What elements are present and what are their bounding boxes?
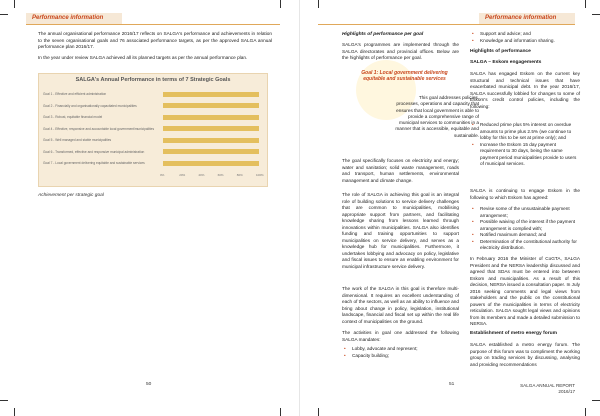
crop-mark xyxy=(592,14,600,15)
metro-forum-heading: Establishment of metro energy forum xyxy=(470,331,557,336)
page-number-left: 50 xyxy=(146,382,152,387)
chart-bar xyxy=(163,149,259,154)
metro-forum-paragraph: SALGA established a metro energy forum. The purpose of this forum was to compliment the working group on trading services by discussing, analysing and providing recommendations xyxy=(470,342,580,367)
chart-bar xyxy=(163,115,259,120)
footer-report-title: SALGA ANNUAL REPORT xyxy=(520,383,575,388)
mandate-item: • Lobby, advocate and represent; xyxy=(342,346,459,353)
intro-paragraph-2: In the year under review SALGA achieved all its planned targets as per the annual performance plan. xyxy=(38,55,248,60)
eskom-intro-paragraph: SALGA has engaged Eskom on the current key structural and technical issues that have exacerbated municipal debt. In the year 2016/17, SALGA successfully lobbied for changes to some of Eskom's credit control policies, including the following: xyxy=(470,71,580,109)
eskom-change-item: • Reduced prime plus 5% interest on overdue amounts to prime plus 2.5% (we continue to lobby for this to be set at prime only); and xyxy=(470,122,580,142)
mandate-item: • Capacity building; xyxy=(342,353,459,360)
highlights-performance-heading: Highlights of performance xyxy=(470,49,531,54)
eskom-agreed-list xyxy=(470,206,580,252)
chart-category-label: Goal 7 - Local government delivering equitable and sustainable services xyxy=(43,161,145,165)
chart-tick-label: 20% xyxy=(179,173,186,177)
chart-bar xyxy=(163,103,259,108)
mandates-intro: The activities in goal one addressed the following SALGA mandates: xyxy=(342,330,459,342)
eskom-engagements-heading: SALGA – Eskom engagements xyxy=(470,60,542,65)
crop-mark xyxy=(280,0,281,8)
crop-mark xyxy=(0,14,8,15)
eskom-change-item: • Increase the Eskom 15 day payment requirement to 30 days, being the same payment period municipalities provide to users of municipal services. xyxy=(470,142,580,168)
eskom-agreed-item: • Notified maximum demand; and xyxy=(470,232,580,239)
crop-mark xyxy=(318,408,319,416)
eskom-agreed-item: • Determination of the constitutional authority for electricity distribution. xyxy=(470,239,580,252)
header-rule-right xyxy=(318,24,575,25)
chart-title: SALGA's Annual Performance in terms of 7 Strategic Goals xyxy=(75,77,231,83)
goal-focus-paragraph: The goal specifically focuses on electricity and energy; water and sanitation; solid waste management, roads and transport, human settlements, environmental management and climate change. xyxy=(342,158,459,183)
chart-bar xyxy=(163,92,259,97)
chart-category-label: Goal 1 - Effective and efficient administration xyxy=(43,92,107,96)
highlights-heading: Highlights of performance per goal xyxy=(342,32,424,37)
crop-mark xyxy=(585,408,586,416)
chart-tick-label: 0% xyxy=(160,173,165,177)
crop-mark xyxy=(585,0,586,8)
page-number-right: 51 xyxy=(449,382,455,387)
intro-paragraph: The annual organisational performance 2016/17 reflects on SALGA's performance and achievements in relation to the seven organisational goals and 76 associated performance targets, as per the approved SALGA annual performance plan 2016/17. xyxy=(38,31,272,49)
chart-caption: Achievement per strategic goal xyxy=(38,193,104,198)
mandates-list-continued xyxy=(470,31,580,44)
footer-report-year: 2016/17 xyxy=(558,388,575,394)
eskom-continuing-paragraph: SALGA is continuing to engage Eskom in the following to which Eskom has agreed: xyxy=(470,188,580,200)
crop-mark xyxy=(14,0,15,8)
mandate-item: • Knowledge and information sharing. xyxy=(470,38,580,45)
mandate-item: • Support and advice; and xyxy=(470,31,580,38)
section-header-label: Performance information xyxy=(26,13,122,24)
page-spine xyxy=(299,0,300,416)
chart-tick-label: 80% xyxy=(236,173,243,177)
report-footer xyxy=(517,383,575,394)
goal-callout-text: This goal addresses policies, processes, operations and capacity that ensures that local government is able to provide a comprehensive range of municipal services to communities in a manner that is accessible, equitable and sustainable. xyxy=(395,95,479,138)
chart-category-label: Goal 3 - Robust, equitable financial model xyxy=(43,115,103,119)
chart-bar xyxy=(163,138,259,143)
chart-category-label: Goal 2 - Financially and organisationally capacitated municipalities xyxy=(43,103,137,108)
goal-callout-title: Goal 1: Local government delivering equitable and sustainable services xyxy=(361,70,448,82)
crop-mark xyxy=(592,400,600,401)
chart-tick-label: 100% xyxy=(256,173,264,177)
eskom-agreed-item: • Revise some of the unsustainable payment arrangement; xyxy=(470,206,580,219)
multidimensional-paragraph: The work of the SALGA in this goal is therefore multi-dimensional. It requires an excellent understanding of each of the sectors, as well as an ability to influence and bring about change in policy, legislation, institutional landscape, financial and fiscal set up within the real life context of municipalities on the ground. xyxy=(342,286,459,324)
crop-mark xyxy=(318,0,319,8)
crop-mark xyxy=(0,400,8,401)
chart-tick-label: 40% xyxy=(198,173,205,177)
nersa-paragraph: In February 2016 the Minister of CoGTA, SALGA President and the NERSA leadership discussed and agreed that SDAs must be entered into between Eskom and municipalities. As a result of this decision, NERSA issued a consultation paper. In July 2016 seeking comments and legal views from stakeholders and the public on the constitutional powers of the municipalities in terms of electricity reticulation. SALGA sought legal views and opinions from its members and made a detailed submission to NERSA. xyxy=(470,256,580,326)
eskom-changes-list xyxy=(470,122,580,168)
chart-category-label: Goal 4 - Effective, responsive and accountable local government/municipalities xyxy=(43,126,155,131)
chart-category-label: Goal 5 - Well managed and stable municipalities xyxy=(43,138,112,142)
salga-role-paragraph: The role of SALGA in achieving this goal is an integral role of building solutions to service delivery challenges that are common to municipalities, mobilising appropriate support from partners, and facilitating knowledge sharing from lessons learned through innovations within municipalities. SALGA also identifies funding and training opportunities to support municipalities on service delivery, and serves as a knowledge hub for municipalities. Furthermore, it undertakes lobbying and advocacy on policy, legislative and fiscal issues to ensure an enabling environment for municipal infrastructure service delivery. xyxy=(342,192,459,269)
highlights-intro: SALGA's programmes are implemented through the SALGA directorates and provincial offices. Below are the highlights of performance per goal. xyxy=(342,42,459,60)
chart-category-label: Goal 6 - Transformed, effective and responsive municipal administration xyxy=(43,149,145,154)
chart-bar xyxy=(163,161,259,166)
crop-mark xyxy=(14,408,15,416)
chart-bar xyxy=(163,126,259,131)
eskom-agreed-item: • Possible waiving of the interest if the payment arrangement is complied with; xyxy=(470,219,580,232)
header-rule xyxy=(26,24,280,25)
chart-tick-label: 60% xyxy=(217,173,224,177)
mandates-list xyxy=(342,346,459,359)
crop-mark xyxy=(280,408,281,416)
goal-performance-chart xyxy=(38,73,268,187)
section-header-label-right: Performance information xyxy=(479,13,575,24)
